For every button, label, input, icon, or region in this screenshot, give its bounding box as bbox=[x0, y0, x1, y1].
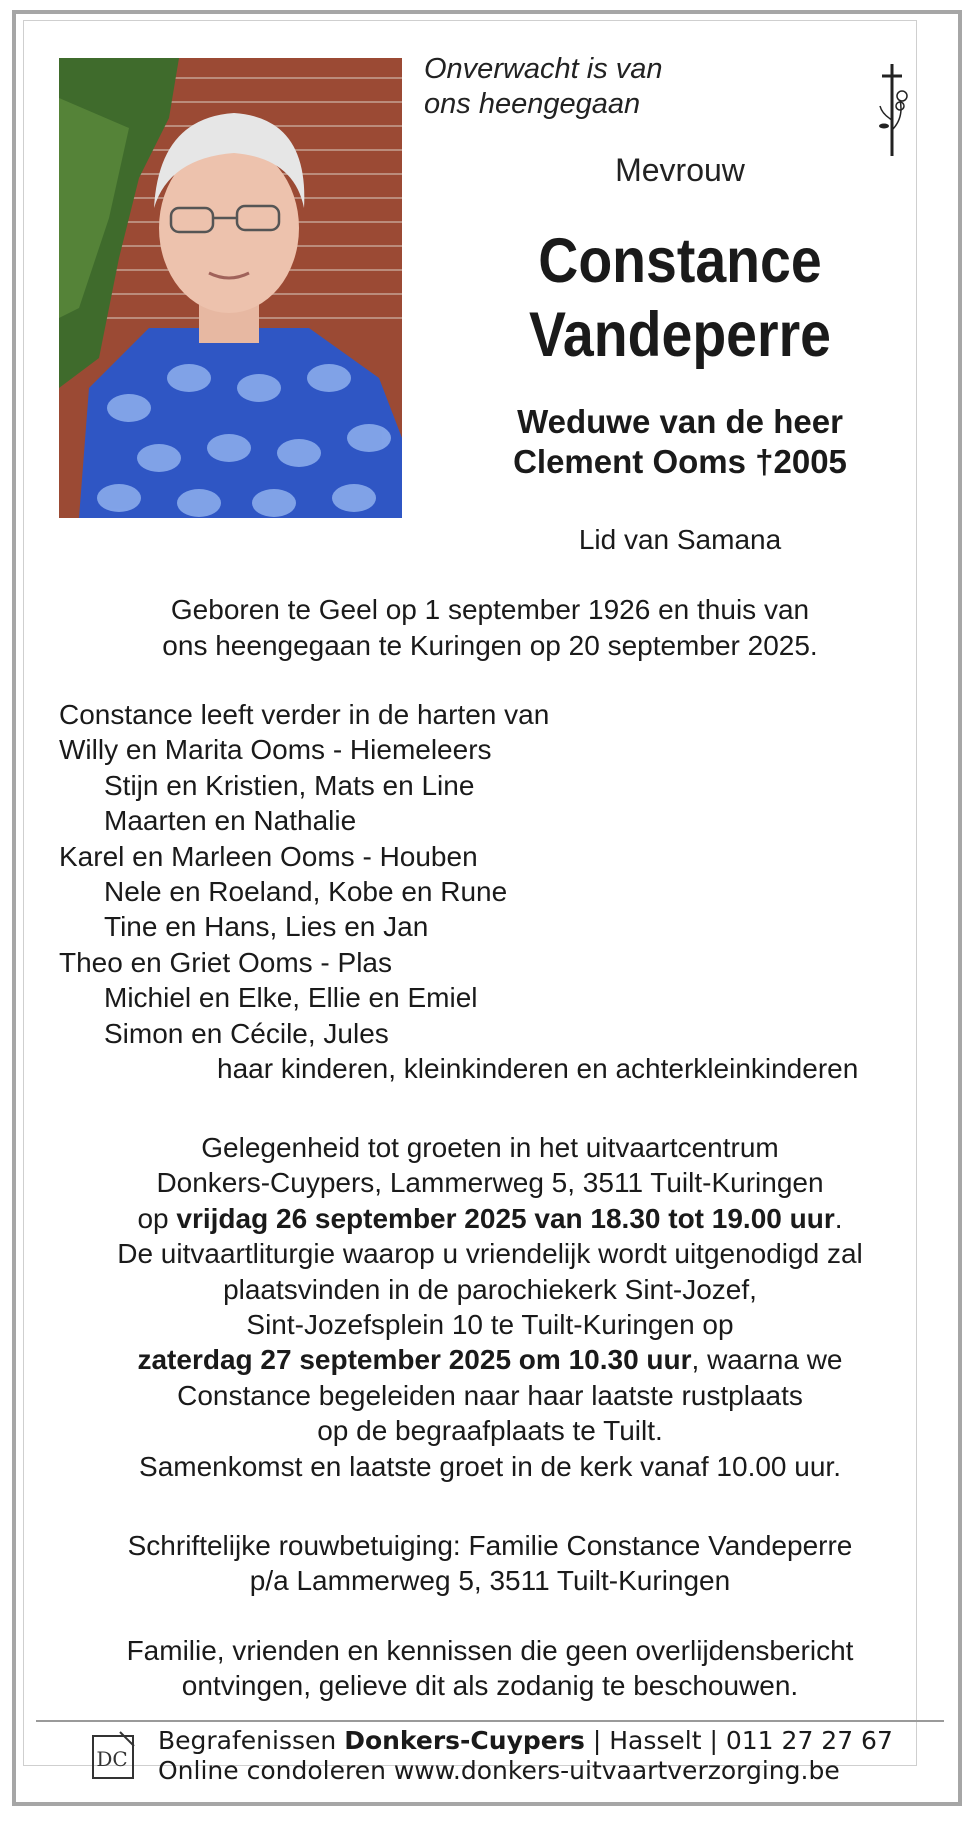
birth-death-info bbox=[60, 592, 920, 664]
membership: Lid van Samana bbox=[578, 524, 782, 555]
family-grandchild: Stijn en Kristien, Mats en Line bbox=[104, 769, 475, 801]
spouse-info bbox=[440, 402, 920, 482]
condolence-address bbox=[50, 1528, 930, 1598]
logo-text: DC bbox=[96, 1747, 128, 1771]
notice-text bbox=[50, 1633, 930, 1703]
funeral-home-logo bbox=[90, 1730, 138, 1782]
footer-line-1 bbox=[158, 1726, 938, 1756]
condolence-line-1: Schriftelijke rouwbetuiging: Familie Constance Vandeperre bbox=[127, 1530, 853, 1561]
family-grandchild: Simon en Cécile, Jules bbox=[104, 1017, 389, 1049]
family-grandchild: Nele en Roeland, Kobe en Rune bbox=[104, 876, 508, 908]
text-span: . bbox=[834, 1202, 843, 1234]
service-line: Donkers-Cuypers, Lammerweg 5, 3511 Tuilt-Kuringen bbox=[156, 1167, 824, 1199]
family-child: Theo en Griet Ooms - Plas bbox=[59, 946, 393, 978]
spouse-line-2: Clement Ooms †2005 bbox=[513, 443, 847, 480]
spouse-line-1: Weduwe van de heer bbox=[517, 403, 843, 440]
cross-flower-icon bbox=[870, 60, 920, 160]
text-span: op bbox=[137, 1202, 177, 1234]
service-line: Sint-Jozefsplein 10 te Tuilt-Kuringen op bbox=[246, 1309, 734, 1341]
visitation-date: vrijdag 26 september 2025 van 18.30 tot 19.00 uur bbox=[176, 1202, 835, 1234]
notice-line-1: Familie, vrienden en kennissen die geen overlijdensbericht bbox=[126, 1635, 854, 1666]
service-line: Gelegenheid tot groeten in het uitvaartcentrum bbox=[201, 1132, 779, 1163]
intro-text bbox=[424, 52, 764, 122]
deceased-name bbox=[469, 224, 891, 372]
family-grandchild: Maarten en Nathalie bbox=[104, 805, 357, 837]
family-grandchild: Tine en Hans, Lies en Jan bbox=[104, 911, 429, 943]
footer-website-link[interactable]: Online condoleren www.donkers-uitvaartverzorging.be bbox=[158, 1756, 840, 1785]
intro-line-2: ons heengegaan bbox=[424, 88, 641, 120]
condolence-line-2: p/a Lammerweg 5, 3511 Tuilt-Kuringen bbox=[249, 1565, 731, 1596]
family-closing: haar kinderen, kleinkinderen en achterkleinkinderen bbox=[217, 1053, 859, 1085]
born-line-2: ons heengegaan te Kuringen op 20 september 2025. bbox=[162, 630, 818, 661]
funeral-line bbox=[50, 1342, 930, 1377]
funeral-date: zaterdag 27 september 2025 om 10.30 uur bbox=[137, 1344, 692, 1376]
family-intro: Constance leeft verder in de harten van bbox=[59, 699, 550, 730]
family-child: Karel en Marleen Ooms - Houben bbox=[59, 840, 478, 872]
service-line: De uitvaartliturgie waarop u vriendelijk wordt uitgenodigd zal bbox=[117, 1238, 863, 1270]
family-list bbox=[59, 697, 929, 1086]
portrait-photo bbox=[59, 58, 402, 518]
service-info bbox=[50, 1130, 930, 1484]
service-line: op de begraafplaats te Tuilt. bbox=[317, 1415, 663, 1447]
honorific: Mevrouw bbox=[615, 152, 745, 188]
footer-company: Donkers-Cuypers bbox=[344, 1726, 585, 1755]
service-line: Constance begeleiden naar haar laatste rustplaats bbox=[177, 1379, 803, 1411]
footer-info bbox=[158, 1726, 938, 1786]
text-span: , waarna we bbox=[691, 1344, 843, 1376]
intro-line-1: Onverwacht is van bbox=[424, 53, 663, 85]
family-child: Willy en Marita Ooms - Hiemeleers bbox=[59, 734, 492, 766]
family-grandchild: Michiel en Elke, Ellie en Emiel bbox=[104, 982, 478, 1014]
service-line: plaatsvinden in de parochiekerk Sint-Jozef, bbox=[223, 1273, 757, 1305]
visitation-line bbox=[50, 1201, 930, 1236]
first-name: Constance bbox=[538, 226, 822, 296]
service-line: Samenkomst en laatste groet in de kerk vanaf 10.00 uur. bbox=[139, 1450, 841, 1482]
born-line-1: Geboren te Geel op 1 september 1926 en thuis van bbox=[170, 594, 810, 625]
footer-divider bbox=[36, 1720, 944, 1722]
last-name: Vandeperre bbox=[528, 300, 832, 370]
footer-contact: | Hasselt | 011 27 27 67 bbox=[584, 1726, 893, 1755]
footer-prefix: Begrafenissen bbox=[158, 1726, 345, 1755]
notice-line-2: ontvingen, gelieve dit als zodanig te beschouwen. bbox=[181, 1670, 799, 1701]
